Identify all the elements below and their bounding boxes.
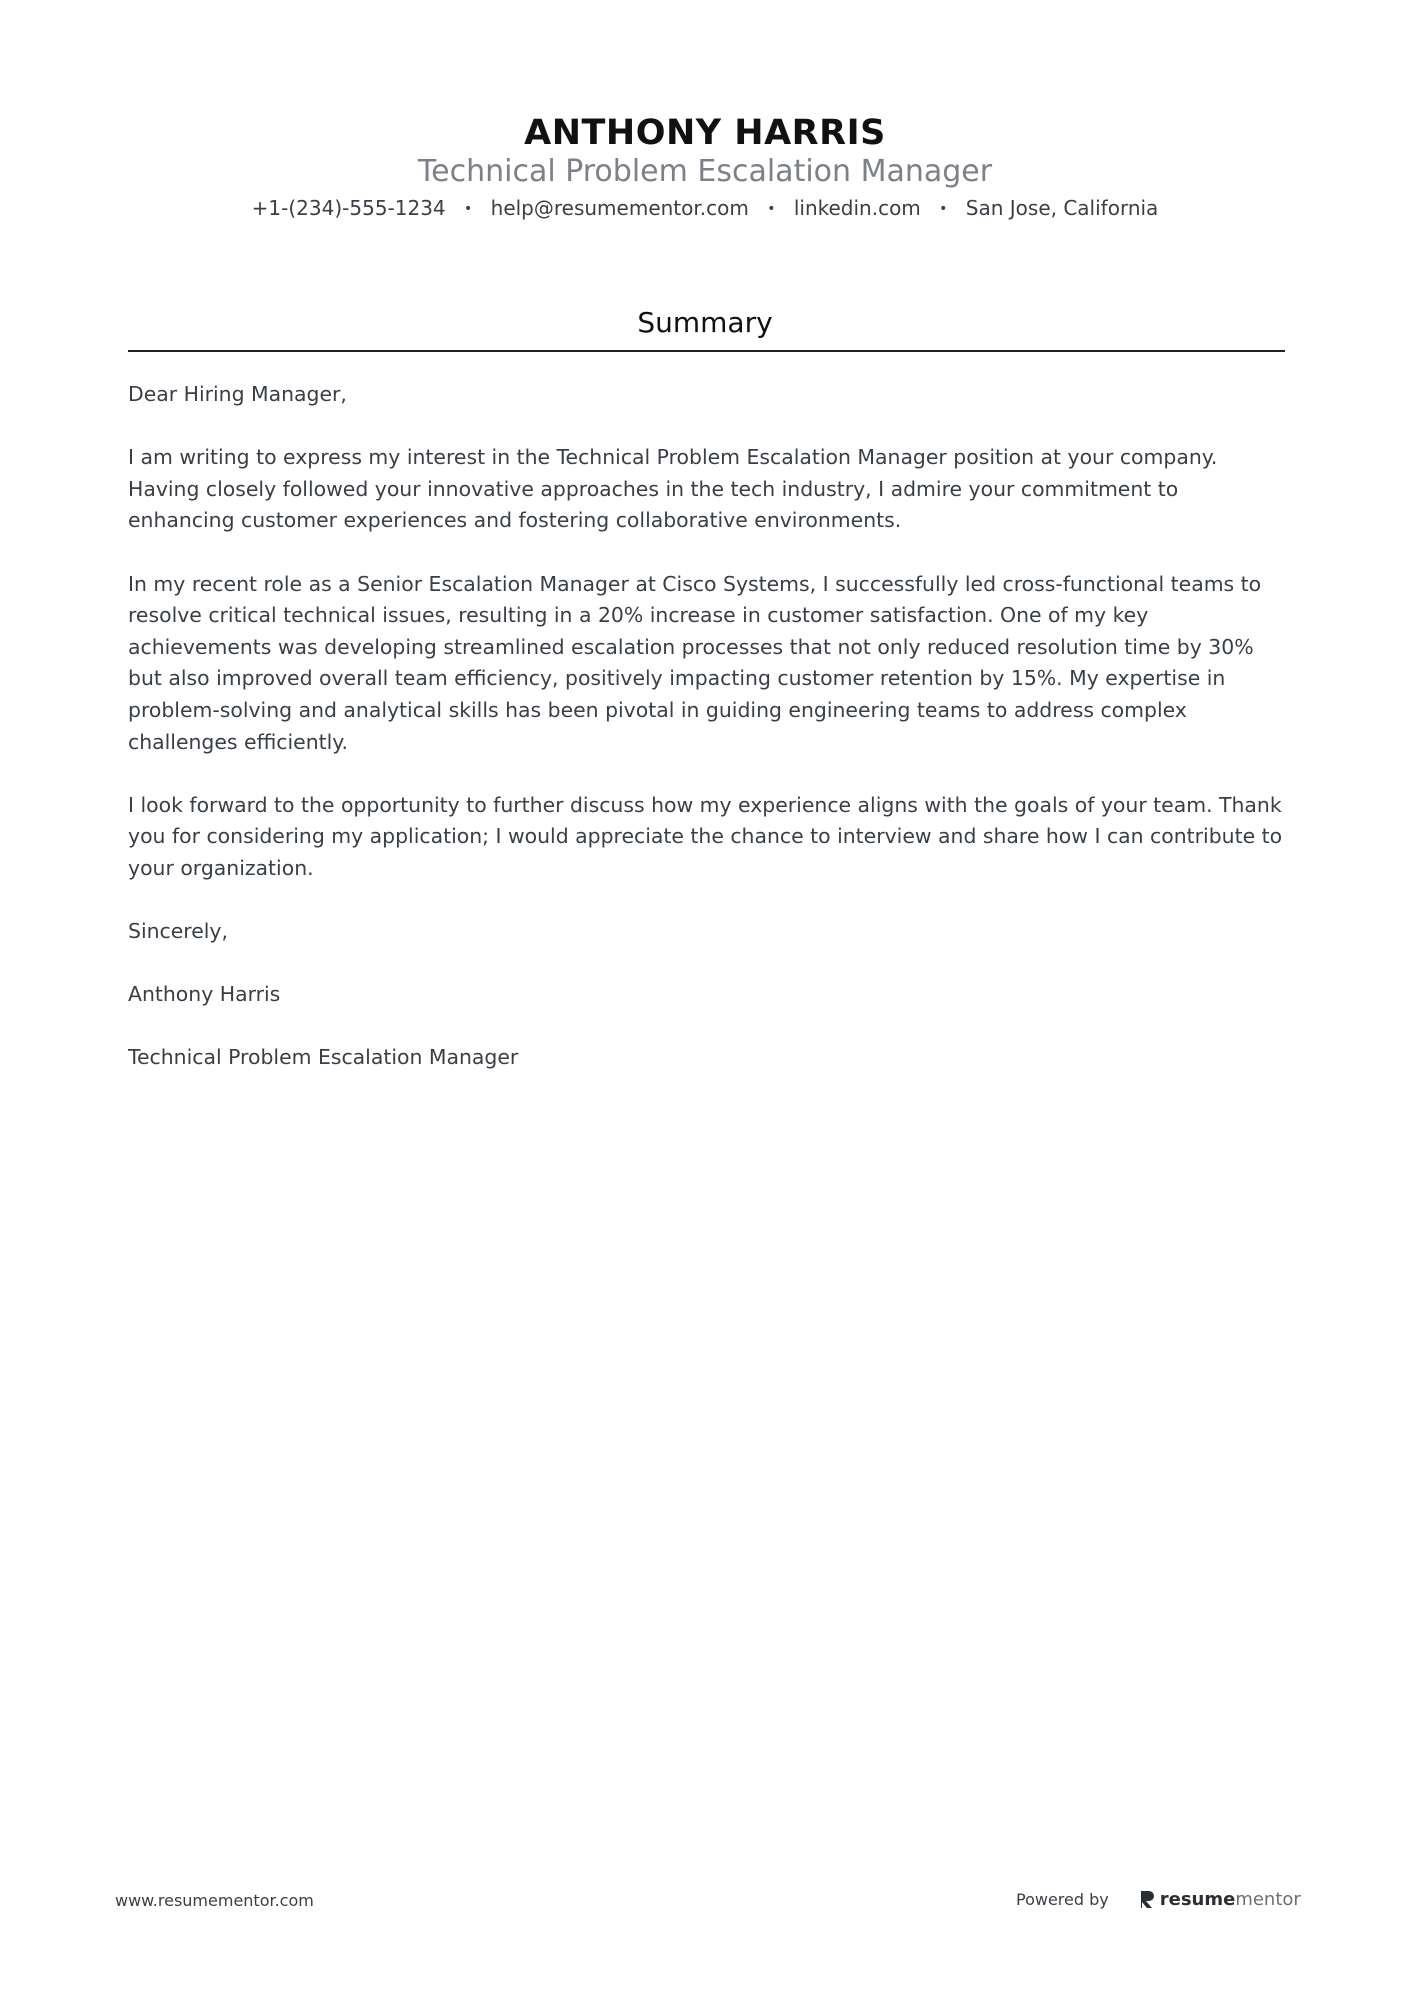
- footer-branding: [1016, 1886, 1301, 1912]
- letter-paragraph: In my recent role as a Senior Escalation Manager at Cisco Systems, I successfully led cross-functional teams to resolve critical technical issues, resulting in a 20% increase in customer satisfaction. One of my key achievements was developing streamlined escalation processes that not only reduced resolution time by 30% but also improved overall team efficiency, positively impacting customer retention by 15%. My expertise in problem-solving and analytical skills has been pivotal in guiding engineering teams to address complex challenges efficiently.: [128, 571, 1262, 754]
- contact-linkedin[interactable]: linkedin.com: [793, 196, 921, 220]
- letter-body: [128, 379, 1288, 1106]
- candidate-name: ANTHONY HARRIS: [524, 113, 886, 153]
- section-title-summary: Summary: [637, 306, 773, 339]
- signature-name: Anthony Harris: [128, 982, 281, 1007]
- header: [0, 112, 1410, 223]
- contact-separator: •: [464, 201, 473, 217]
- signature-title: Technical Problem Escalation Manager: [128, 1045, 519, 1070]
- resumementor-logo-icon: [1139, 1889, 1155, 1909]
- letter-paragraph: I look forward to the opportunity to further discuss how my experience aligns with the goals of your team. Thank you for considering my application; I would appreciate the chance to interview and share how I can contribute to your organization.: [128, 792, 1283, 880]
- powered-by-label: Powered by: [1016, 1889, 1109, 1909]
- contact-separator: •: [767, 201, 776, 217]
- letter-greeting: Dear Hiring Manager,: [128, 382, 347, 406]
- contact-phone: +1-(234)-555-1234: [251, 196, 446, 220]
- candidate-title: Technical Problem Escalation Manager: [417, 154, 993, 189]
- section-divider: [128, 350, 1285, 352]
- contact-line: [0, 194, 1410, 223]
- footer-website-link[interactable]: www.resumementor.com: [115, 1891, 314, 1910]
- letter-paragraph: I am writing to express my interest in the Technical Problem Escalation Manager position at your company. Having closely followed your innovative approaches in the tech industry, I admire your commitment to enhancing customer experiences and fostering collaborative environments.: [128, 445, 1218, 533]
- logo-text-bold: resume: [1159, 1888, 1236, 1910]
- logo-text-light: mentor: [1235, 1888, 1301, 1910]
- contact-separator: •: [939, 201, 948, 217]
- letter-closing: Sincerely,: [128, 919, 228, 944]
- resumementor-logo[interactable]: [1139, 1889, 1301, 1910]
- contact-location: San Jose, California: [965, 196, 1159, 220]
- contact-email[interactable]: help@resumementor.com: [490, 196, 749, 220]
